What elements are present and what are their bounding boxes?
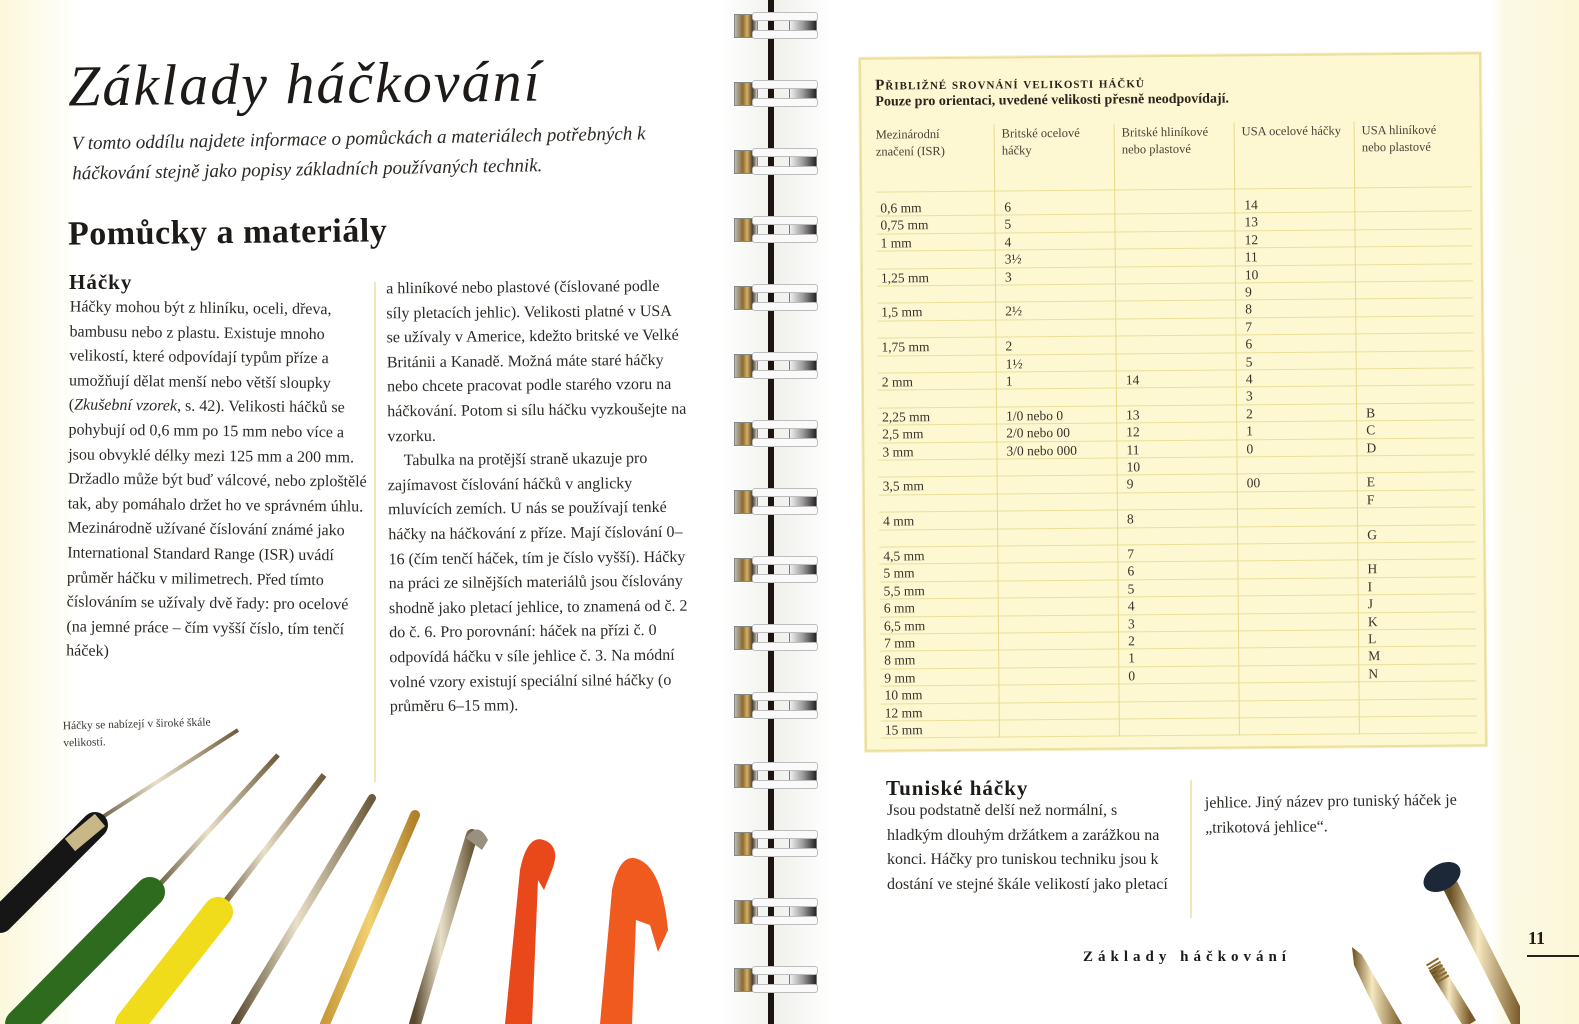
table-cell: 1½ [1005,355,1023,372]
table-row-rule [877,280,1473,286]
table-subtitle: Pouze pro orientaci, uvedené velikosti přesně neodpovídají. [875,91,1230,110]
table-cell: 4,5 mm [883,548,925,564]
table-cell: C [1366,422,1376,438]
table-row-rule [880,663,1476,669]
column1-text-cont: , s. 42). Velikosti háčků se pohybují od 0,6 mm po 15 mm nebo více a jsou obvyklé délky mezi 125 mm a 200 mm. Držadlo může být buď válcové, nebo zploštělé tak, aby pomáhalo držet ho ve správném úhlu. Mezinárodně užívané číslování známé jako International Standard Range (ISR) uvádí průměr háčku v milimetrech. Před tímto číslováním se užívaly dvě řady: pro ocelové (na jemné práce – čím vyšší číslo, tím tenčí háček) [66,397,367,661]
table-cell: 10 [1126,459,1141,475]
table-cell: 1,5 mm [881,304,923,320]
tunisian-column-2: jehlice. Jiný název pro tuniský háček je „trikotová jehlice“. [1204,791,1457,837]
table-cell: 0 [1128,668,1136,684]
table-cell: J [1367,596,1374,612]
table-cell: 2½ [1005,303,1023,319]
table-row-rule [880,646,1476,652]
table-row-rule [881,698,1477,704]
column2-paragraph-1: a hliníkové nebo plastové (číslované podle síly pletacích jehlic). Velikosti platné v USA se užívaly v Americe, kdežto britské ve Velké Británii a Kanadě. Možná máte staré háčky nebo chcete pracovat podle starého vzoru na háčkování. Potom si sílu háčku vyzkoušejte na vzorku. [386,277,687,445]
spiral-ring [734,12,818,40]
tunisian-heading: Tuniské háčky [886,776,1029,800]
table-cell: 7 [1127,546,1135,562]
table-cell: 6 [1004,199,1012,215]
table-cell: 1 [1128,650,1136,666]
tunisian-column-1: Jsou podstatně delší než normální, s hladkým dlouhým držátkem a zarážkou na konci. Háčky pro tuniskou techniku jsou k dostání ve stejné škále velikostí jako pletací [887,802,1168,893]
header-usa-aluminium: USA hliníkové nebo plastové [1361,122,1437,155]
table-row-rule [877,263,1473,269]
table-cell: 12 [1126,424,1140,440]
table-row-rule [877,333,1473,339]
table-cell: 3/0 nebo 000 [1006,442,1077,459]
table-row-rule [878,350,1474,356]
spiral-ring [734,692,818,720]
table-cell: 10 mm [884,687,923,703]
table-cell: 4 mm [882,513,915,529]
table-cell: 3 [1127,615,1135,631]
table-column-divider [1114,123,1120,736]
table-row-rule [878,437,1474,443]
hook-metal [235,798,372,1024]
table-cell: 10 [1244,266,1259,282]
table-cell: 00 [1246,475,1261,491]
hook-aluminium [415,829,488,1024]
table-cell: 2 [1005,338,1013,354]
table-cell: B [1366,405,1376,421]
table-cell: 2,25 mm [882,408,931,425]
table-cell: 9 [1244,284,1252,300]
table-cell: 3½ [1004,251,1022,267]
table-cell: 1 [1246,423,1254,439]
table-row-rule [878,402,1474,408]
table-cell: 8 mm [884,652,916,668]
table-cell: K [1367,613,1378,629]
page-title: Základy háčkování [67,48,543,119]
table-cell: 6 mm [883,600,915,616]
hook-black [0,730,238,920]
table-cell: 1 [1005,373,1013,389]
table-row-rule [879,472,1475,478]
table-cell: 13 [1126,407,1140,423]
table-cell: 14 [1244,197,1258,213]
table-cell: 3 [1245,388,1253,404]
table-row-rule [878,367,1474,373]
spiral-ring [734,148,818,176]
running-footer: Základy háčkování [1083,949,1291,965]
spiral-ring [734,898,818,926]
table-row-rule [877,228,1473,234]
column-divider [374,282,376,782]
table-row-rule [880,681,1476,687]
table-cell: 0,75 mm [880,217,929,233]
table-row-rule [878,420,1474,426]
header-isr: Mezinárodní značení (ISR) [875,127,945,159]
column1-reference: Zkušební vzorek [74,396,178,415]
table-row-rule [880,594,1476,600]
table-column-divider [1354,121,1360,734]
intro-text: V tomto oddílu najdete informace o pomůckách a materiálech potřebných k háčkování stejně jako popisy základních používaných technik. [71,123,646,185]
section-heading: Pomůcky a materiály [67,212,388,253]
table-cell: 9 mm [884,670,916,686]
table-cell: 11 [1126,441,1140,458]
spiral-ring [734,420,818,448]
column1-text: Háčky mohou být z hliníku, oceli, dřeva, bambusu nebo z plastu. Existuje mnoho velikostí, které odpovídají typům příze a umožňují dělat menší nebo větší sloupky ( [68,298,332,414]
table-row-rule [877,298,1473,304]
table-cell: 5 [1004,216,1012,232]
hook-orange-2 [600,858,668,1024]
table-cell: 1,25 mm [880,269,929,286]
tunisian-hooks-photo [1340,855,1520,1024]
table-row-rule [877,315,1473,321]
body-column-1 [66,295,370,667]
table-row-rule [880,611,1476,617]
column2-paragraph-2: Tabulka na protější straně ukazuje pro zajímavost číslování háčků v anglicky mluvících zemích. U nás se používají tenké háčky na háčkování z příze. Mají číslování 0–16 (čím tenčí háček, tím je číslo vyšší). Háčky na práci ze silnějších materiálů jsou číslovány shodně jako pletací jehlice, to znamená od č. 2 do č. 6. Pro porovnání: háček na přízi č. 0 odpovídá háčku v síle jehlice č. 3. Na módní volné vzory existují speciální silné háčky (o průměru 6–15 mm). [387,450,688,716]
table-cell: 15 mm [884,722,923,738]
spiral-ring [734,488,818,516]
spiral-ring [734,830,818,858]
tunisian-hook-thread [1432,961,1470,1024]
spiral-ring [734,556,818,584]
table-cell: 1/0 nebo 0 [1006,407,1064,424]
table-cell: 7 mm [884,635,916,651]
table-cell: 13 [1244,214,1258,230]
table-cell: N [1368,666,1379,682]
photo-caption: Háčky se nabízejí v široké škále velikostí. [62,716,211,750]
table-cell: F [1366,492,1375,508]
table-row-rule [881,715,1477,721]
table-cell: 5,5 mm [883,582,925,599]
table-cell: 5 mm [883,565,915,581]
table-cell: 12 mm [884,704,923,721]
table-row-rule [876,211,1472,217]
table-cell: 6,5 mm [883,617,926,634]
table-row-rule [879,541,1475,547]
table-row-rule [880,576,1476,582]
table-cell: 3 mm [882,443,914,460]
crochet-hooks-photo [0,720,700,1024]
table-cell: 12 [1244,232,1259,248]
page-number: 11 [1528,928,1546,948]
table-cell: H [1367,561,1378,577]
tunisian-hook-tip [1352,947,1402,1024]
table-title: Přibližné srovnání velikosti háčků [875,75,1145,94]
spiral-ring [734,966,818,994]
table-cell: 2 [1246,406,1253,422]
spiral-ring [734,624,818,652]
spiral-ring [734,284,818,312]
table-cell: 1,75 mm [881,339,930,355]
table-cell: D [1366,439,1377,455]
header-british-steel: Britské ocelové háčky [1001,125,1080,158]
table-cell: G [1367,526,1377,542]
table-row-rule [880,628,1476,634]
page-number-rule [1527,955,1579,957]
table-row-rule [878,454,1474,460]
table-cell: 11 [1244,249,1258,265]
table-cell: 1 mm [880,235,912,251]
spiral-ring [734,80,818,108]
table-cell: 2,5 mm [882,426,924,442]
table-row-rule [878,385,1474,391]
table-cell: M [1368,648,1381,664]
spiral-ring [734,216,818,244]
table-cell: 0,6 mm [880,200,922,216]
table-row-rule [879,559,1475,565]
table-cell: 2 [1128,633,1135,649]
table-cell: 3,5 mm [882,478,925,494]
table-cell: 3 [1004,268,1012,285]
table-row-rule [881,733,1477,739]
tunisian-hook-stopper [1418,856,1520,1024]
table-cell: I [1367,579,1373,595]
table-cell: 2 mm [881,374,914,390]
table-row-rule [879,489,1475,495]
table-column-divider [994,125,1000,738]
table-cell: 4 [1004,234,1012,250]
hook-size-table [859,52,1487,751]
table-cell: E [1366,474,1376,490]
table-cell: 8 [1245,301,1253,317]
hook-orange-1 [505,839,555,1024]
table-row-rule [879,524,1475,530]
spiral-ring [734,352,818,380]
table-header [876,121,1473,192]
table-cell: 2/0 nebo 00 [1006,425,1071,441]
table-cell: 5 [1127,581,1135,597]
table-row-rule [877,246,1473,252]
spiral-ring [734,762,818,790]
body-column-2 [386,275,690,720]
table-cell: 6 [1127,563,1135,579]
table-cell: 14 [1125,372,1140,388]
table-cell: 9 [1126,476,1134,492]
table-cell: 6 [1245,336,1253,352]
header-usa-steel: USA ocelové háčky [1241,123,1341,139]
table-cell: 5 [1245,353,1253,369]
table-cell: 0 [1246,440,1254,456]
header-british-aluminium: Britské hliníkové nebo plastové [1121,124,1209,157]
table-row-rule [879,507,1475,513]
table-column-divider [1234,122,1240,735]
table-cell: 7 [1245,319,1253,335]
subsection-heading-hooks: Háčky [69,270,133,294]
table-cell: 4 [1127,598,1135,614]
table-cell: L [1368,631,1377,647]
table-cell: 8 [1126,511,1134,527]
table-cell: 4 [1245,371,1253,387]
tunisian-column-divider [1190,780,1192,918]
